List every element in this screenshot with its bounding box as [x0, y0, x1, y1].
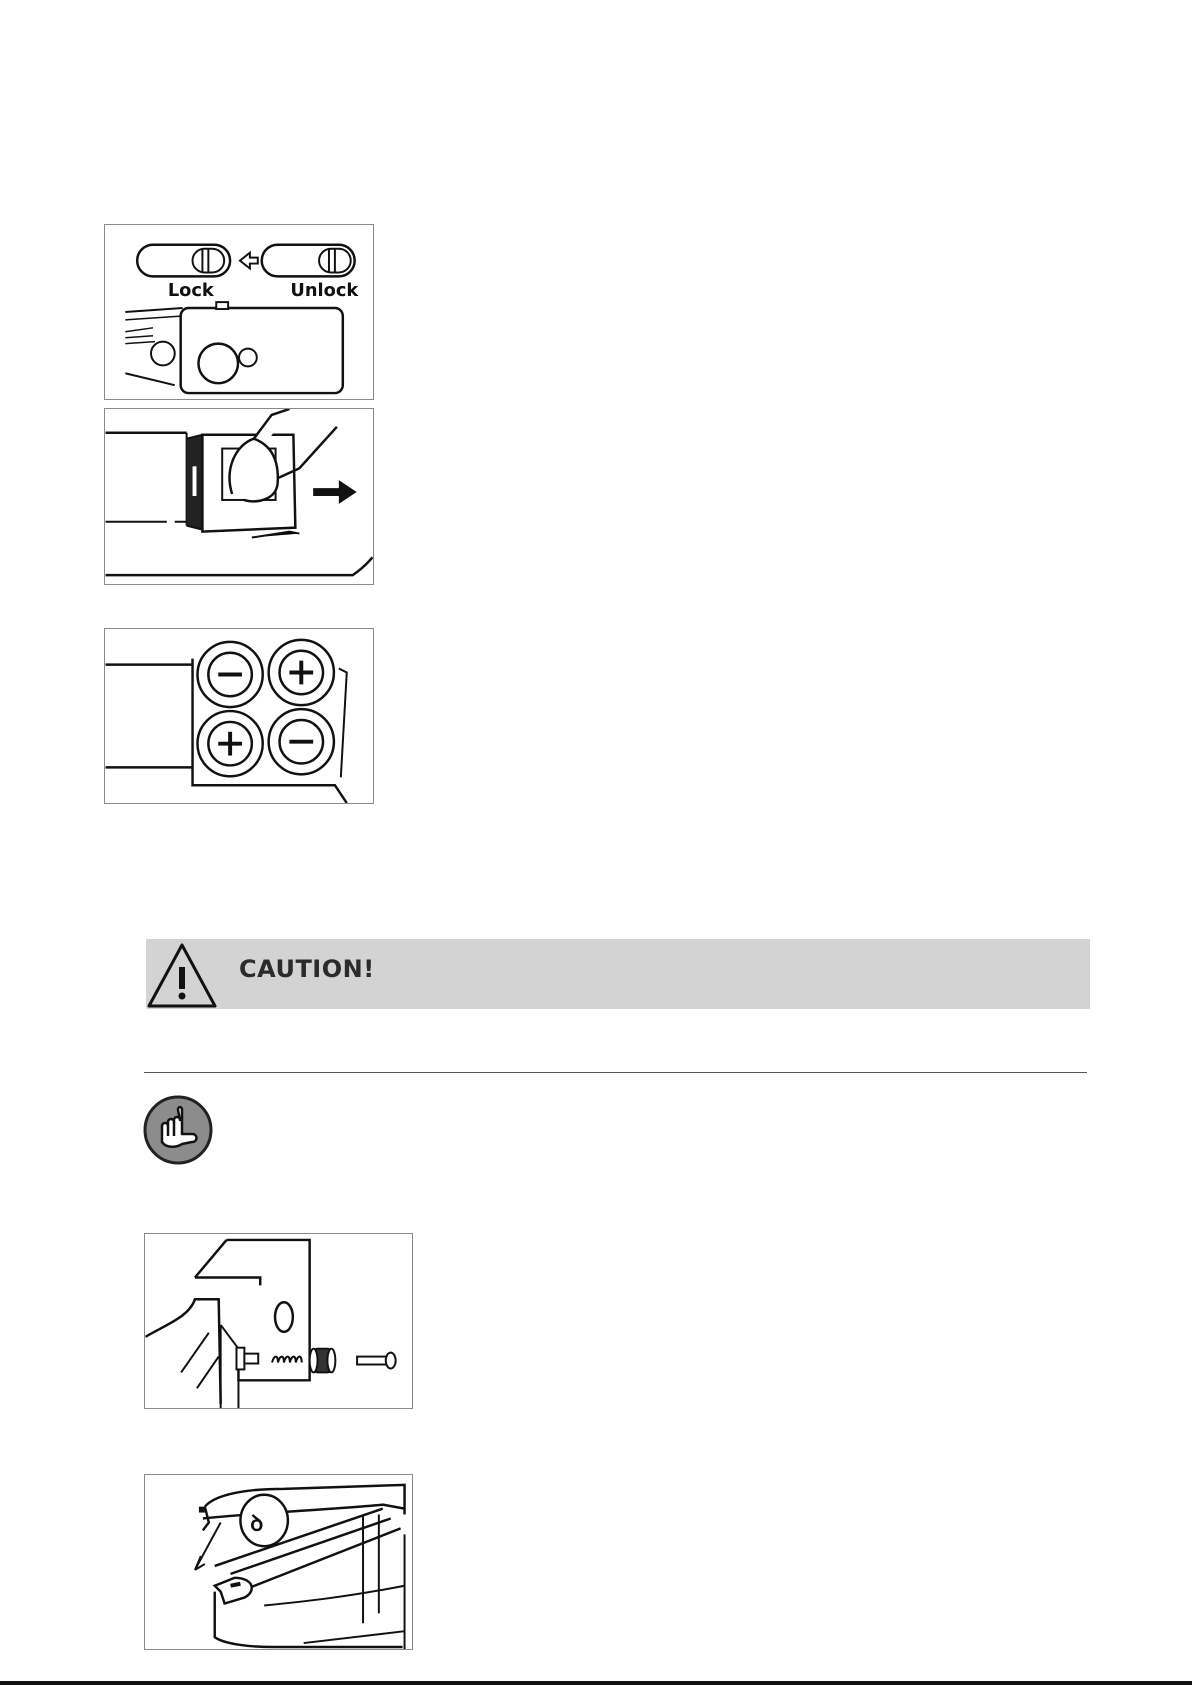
lock-label: Lock: [167, 280, 214, 302]
lock-switch-illustration: [105, 225, 373, 399]
svg-text:ꝺ: ꝺ: [250, 1511, 264, 1537]
caution-banner: [146, 939, 1090, 1009]
bobbin-parts-icon: [145, 1234, 412, 1408]
needle-arm-icon: [145, 1475, 412, 1649]
section-divider: [144, 1072, 1087, 1073]
unlock-label: Unlock: [290, 280, 359, 302]
battery-orientation-illustration: [105, 629, 373, 803]
page-footer-rule: [0, 1681, 1192, 1685]
figure-bobbin-assembly: [144, 1233, 413, 1409]
figure-lock-switch: [104, 224, 374, 400]
figure-slide-cover: [104, 408, 374, 585]
arrow-right-icon: [313, 480, 357, 504]
caution-label: CAUTION!: [239, 955, 375, 983]
slide-cover-illustration: [105, 409, 373, 584]
hand-pointing-icon: [142, 1094, 214, 1166]
warning-triangle-icon: [146, 939, 218, 1009]
figure-threader: [144, 1474, 413, 1650]
figure-battery-orientation: [104, 628, 374, 804]
